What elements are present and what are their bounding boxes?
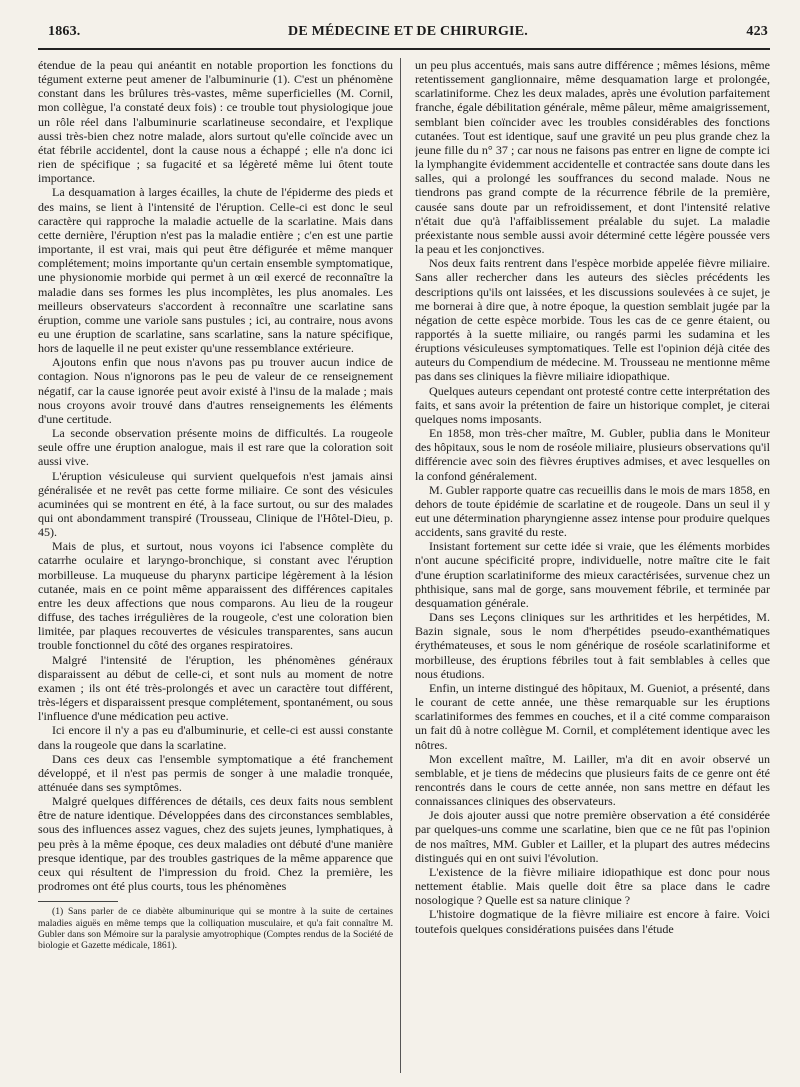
page-number: 423 [746, 24, 768, 39]
paragraph: Ajoutons enfin que nous n'avons pas pu trouver aucun indice de contagion. Nous n'ignorons pas le peu de valeur de ce renseignement négatif, car la cause ignorée peut avoir existé à l'insu de la malade ; mais nous croyons avoir trouvé dans d'autres renseignements les éléments d'une certitude. [38, 355, 393, 426]
paragraph: Insistant fortement sur cette idée si vraie, que les éléments morbides n'ont aucune spécificité propre, individuelle, notre maître cite le fait d'une éruption scarlatiniforme des mieux caractérisées, survenue chez un phthisique, sans mal de gorge, sans mouvement fébrile, et terminée par desquamation générale. [415, 539, 770, 610]
paragraph: L'histoire dogmatique de la fièvre miliaire est encore à faire. Voici toutefois quelques considérations puisées dans l'étude [415, 907, 770, 936]
text-columns [38, 58, 770, 1073]
paragraph: La seconde observation présente moins de difficultés. La rougeole seule offre une éruption analogue, mais il est rare que la coloration soit aussi vive. [38, 426, 393, 469]
paragraph: Dans ces deux cas l'ensemble symptomatique a été franchement développé, et il n'est pas permis de songer à une maladie tronquée, atténuée dans ses symptômes. [38, 751, 393, 794]
header-year: 1863. [48, 24, 81, 39]
paragraph: Malgré quelques différences de détails, ces deux faits nous semblent être de nature identique. Développées dans des circonstances semblables, sous des influences assez vagues, chez des sujets jeunes, lymphatiques, à peu près à la même époque, ces deux maladies ont débuté d'une manière presque identique, par des troubles gastriques de la même apparence que ceux qui résultent de l'impression du froid. Chez la première, les prodromes ont été plus courts, tous les phénomènes [38, 794, 393, 894]
paragraph: L'existence de la fièvre miliaire idiopathique est donc pour nous nettement établie. Mais quelle doit être sa place dans le cadre nosologique ? Quelle est sa nature clinique ? [415, 864, 770, 908]
right-column [415, 58, 770, 1073]
paragraph: Ici encore il n'y a pas eu d'albuminurie, et celle-ci est aussi constante dans la rougeole que dans la scarlatine. [38, 723, 393, 752]
paragraph: Je dois ajouter aussi que notre première observation a été considérée par quelques-uns comme une scarlatine, bien que ce ne fût pas l'opinion de nos maîtres, MM. Gubler et Lailler, et la plupart des autres médecins distingués qui en ont suivi l'évolution. [415, 808, 770, 865]
header-title: DE MÉDECINE ET DE CHIRURGIE. [288, 24, 528, 39]
paragraph: M. Gubler rapporte quatre cas recueillis dans le mois de mars 1858, en dehors de toute épidémie de scarlatine et de rougeole. Dans un seul il y eut une détermination pharyngienne assez intense pour produire quelques accidents, sans gravité du reste. [415, 482, 770, 540]
footnote-rule [38, 901, 118, 902]
running-header [48, 24, 768, 44]
paragraph: Mon excellent maître, M. Lailler, m'a dit en avoir observé un semblable, et je tiens de médecins que plusieurs faits de ce genre ont été rencontrés dans le cours de cette année, non sans mettre en défaut les connaissances cliniques des observateurs. [415, 751, 770, 809]
paragraph: L'éruption vésiculeuse qui survient quelquefois n'est jamais ainsi généralisée et ne revêt pas cette forme miliaire. Ce sont des vésicules acuminées qui se montrent en été, à la face surtout, ou sur des malades qui ont abondamment transpiré (Trousseau, Clinique de l'Hôtel-Dieu, p. 45). [38, 468, 393, 540]
paragraph: Malgré l'intensité de l'éruption, les phénomènes généraux disparaissent au début de celle-ci, et sont nuls au moment de notre examen ; ils ont été très-prolongés et avec un caractère tout différent, très-légers et disparaissent presque complétement, spontanément, ou sous l'influence d'une médication peu active. [38, 652, 393, 724]
paragraph: Enfin, un interne distingué des hôpitaux, M. Gueniot, a présenté, dans le courant de cette année, une thèse remarquable sur les éruptions scarlatiniformes des femmes en couches, et il a cité comme comparaison un fait dû à notre collègue M. Cornil, et complétement identique avec les nôtres. [415, 680, 770, 752]
paragraph: En 1858, mon très-cher maître, M. Gubler, publia dans le Moniteur des hôpitaux, sous le nom de roséole miliaire, plusieurs observations qu'il différencie avec soin des fièvres éruptives admises, et avec lesquelles on la confond généralement. [415, 426, 770, 483]
paragraph: Quelques auteurs cependant ont protesté contre cette interprétation des faits, et sans avoir la prétention de faire un historique complet, je citerai quelques noms imposants. [415, 383, 770, 426]
paragraph: un peu plus accentués, mais sans autre différence ; mêmes lésions, même retentissement ganglionnaire, même desquamation large et prolongée, scarlatiniforme. Chez les deux malades, après une évolution parfaitement franche, égale débilitation générale, même pâleur, même amaigrissement, semblant bien coïncider avec les troubles considérables des fonctions cutanées. Tout est identique, sauf une gravité un peu plus grande chez la jeune fille du n° 37 ; car nous ne faisons pas entrer en ligne de compte ici la lymphangite évidemment accidentelle et contractée sans doute dans les salles, qui a prolongé les souffrances du second malade. Nous ne tiendrons pas grand compte de la récurrence fébrile de la première, causée sans doute par un refroidissement, et dont l'intensité relative n'était due qu'à l'affaiblissement préalable du sujet. La maladie préexistante nous semble aussi avoir déterminé cette légère poussée vers la peau et les conjonctives. [415, 58, 770, 257]
header-rule [38, 48, 770, 50]
paragraph: Mais de plus, et surtout, nous voyons ici l'absence complète du catarrhe oculaire et laryngo-bronchique, si constant avec l'éruption morbilleuse. La muqueuse du pharynx participe légèrement à la lésion cutanée, mais en ce point même apparaissent des différences capitales entre les deux affections que nous comparons. Au lieu de la rougeur diffuse, des taches irrégulières de la rougeole, c'est une coloration bien limitée, par plaques recouvertes de vésicules transparentes, sans aucun trouble fonctionnel du côté des organes respiratoires. [38, 539, 393, 653]
paragraph: La desquamation à larges écailles, la chute de l'épiderme des pieds et des mains, se lient à l'intensité de l'éruption. Celle-ci est donc le seul caractère qui rapproche la maladie actuelle de la scarlatine. Mais dans cette dernière, l'éruption n'est pas la maladie entière ; c'en est une partie importante, il est vrai, mais qui peut être défigurée et même manquer complétement; moins importante qu'un certain ensemble symptomatique, une physionomie morbide qui permet à un œil exercé de reconnaître la maladie dans ses formes les plus incomplètes, les plus anomales. Les meilleurs observateurs s'accordent à reconnaître une scarlatine sans éruption, comme une variole sans pustules ; ici, au contraire, nous avons eu une éruption de scarlatine, sans scarlatine, sans la nature spécifique, hors de laquelle il ne peut exister qu'une ressemblance extérieure. [38, 185, 393, 356]
footnote-text: (1) Sans parler de ce diabète albuminurique qui se montre à la suite de certaines maladies aiguës en même temps que la colliquation musculaire, et qu'a fait connaître M. Gubler dans son Mémoire sur la paralysie amyotrophique (Comptes rendus de la Société de biologie et Gazette médicale, 1861). [38, 906, 393, 952]
paragraph: Nos deux faits rentrent dans l'espèce morbide appelée fièvre miliaire. Sans aller rechercher dans les auteurs des siècles précédents les descriptions qu'ils ont laissées, et les discussions soulevées à ce sujet, je me bornerai à dire que, à notre époque, la question semblait jugée par la négation de cette espèce morbide. Tous les cas de ce genre étaient, ou rapportés à la suette miliaire, ou rangés parmi les sudamina et les éruptions vésiculeuses symptomatiques. Telle est l'opinion déjà citée des auteurs du Compendium de médecine. M. Trousseau ne mentionne même pas dans ses cliniques la fièvre miliaire idiopathique. [415, 256, 770, 384]
left-column [38, 58, 401, 1073]
footnote [38, 906, 393, 952]
paragraph: étendue de la peau qui anéantit en notable proportion les fonctions du tégument externe peut amener de l'albuminurie (1). C'est un phénomène constant dans les brûlures très-vastes, même superficielles (M. Cornil, mon collègue, l'a constaté deux fois) : ce trouble tout physiologique joue un rôle réel dans l'albuminurie scarlatineuse secondaire, et l'explique aussi très-bien chez notre malade, alors surtout qu'elle coïncide avec un état fébrile accidentel, dont la cause nous a échappé ; elle n'a donc ici rien de spécifique ; sa fugacité et sa légèreté même lui ôtent toute importance. [38, 58, 393, 186]
paragraph: Dans ses Leçons cliniques sur les arthritides et les herpétides, M. Bazin signale, sous le nom d'herpétides pseudo-exanthématiques érythémateuses, et sous le nom générique de roséole scarlatiniforme et morbilleuse, des éruptions fébriles tout à fait semblables à celles que nous étudions. [415, 610, 770, 681]
